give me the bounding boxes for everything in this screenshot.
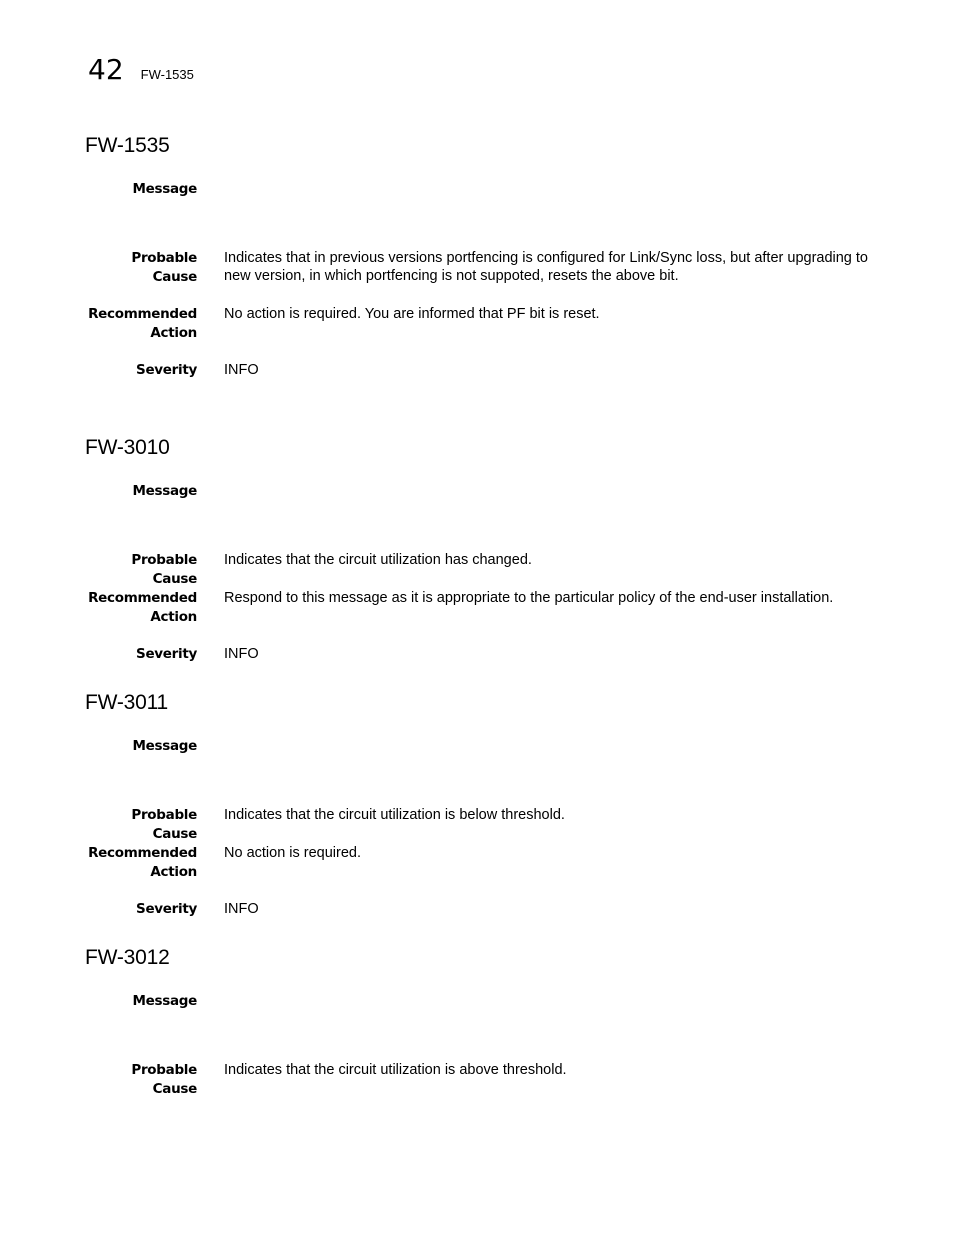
recommended-action-label bbox=[85, 844, 197, 882]
section-title: FW-1535 bbox=[85, 134, 170, 157]
section-fw-1535 bbox=[85, 134, 885, 378]
severity-value: INFO bbox=[224, 362, 259, 378]
message-label: Message bbox=[132, 483, 197, 499]
probable-cause-label: Probable Cause bbox=[131, 1062, 197, 1097]
recommended-action-value: No action is required. You are informed that PF bit is reset. bbox=[224, 306, 600, 322]
severity-value: INFO bbox=[224, 901, 259, 917]
message-label: Message bbox=[132, 181, 197, 197]
recommended-label-line1: Recommended bbox=[88, 590, 197, 606]
probable-cause-label: Probable Cause bbox=[131, 807, 197, 842]
recommended-label-line1: Recommended bbox=[88, 845, 197, 861]
section-title: FW-3012 bbox=[85, 946, 170, 969]
probable-cause-value: Indicates that the circuit utilization has changed. bbox=[224, 552, 532, 568]
recommended-action-value: No action is required. bbox=[224, 845, 362, 861]
section-title: FW-3010 bbox=[85, 436, 170, 459]
probable-cause-value: Indicates that in previous versions portfencing is configured for Link/Sync loss, but after upgrading to new version, in which portfencing is not suppoted, resets the above bit. bbox=[224, 250, 868, 284]
chapter-number: 42 bbox=[88, 53, 124, 86]
severity-label: Severity bbox=[136, 646, 197, 662]
running-title: FW-1535 bbox=[140, 67, 194, 82]
recommended-label-line2: Action bbox=[150, 325, 197, 341]
probable-cause-value: Indicates that the circuit utilization is above threshold. bbox=[224, 1062, 567, 1078]
recommended-action-label bbox=[85, 589, 197, 627]
section-fw-3011 bbox=[85, 691, 885, 917]
probable-cause-value: Indicates that the circuit utilization is below threshold. bbox=[224, 807, 565, 823]
recommended-action-label bbox=[85, 305, 197, 343]
severity-value: INFO bbox=[224, 646, 259, 662]
recommended-label-line1: Recommended bbox=[88, 306, 197, 322]
recommended-label-line2: Action bbox=[150, 609, 197, 625]
severity-label: Severity bbox=[136, 901, 197, 917]
message-label: Message bbox=[132, 993, 197, 1009]
probable-cause-label: Probable Cause bbox=[131, 250, 197, 285]
recommended-label-line2: Action bbox=[150, 864, 197, 880]
section-title: FW-3011 bbox=[85, 691, 169, 714]
section-fw-3012 bbox=[85, 946, 885, 1097]
section-fw-3010 bbox=[85, 436, 885, 662]
severity-label: Severity bbox=[136, 362, 197, 378]
page-header bbox=[88, 52, 194, 88]
probable-cause-label: Probable Cause bbox=[131, 552, 197, 587]
recommended-action-value: Respond to this message as it is appropriate to the particular policy of the end-user installation. bbox=[224, 590, 834, 606]
message-label: Message bbox=[132, 738, 197, 754]
